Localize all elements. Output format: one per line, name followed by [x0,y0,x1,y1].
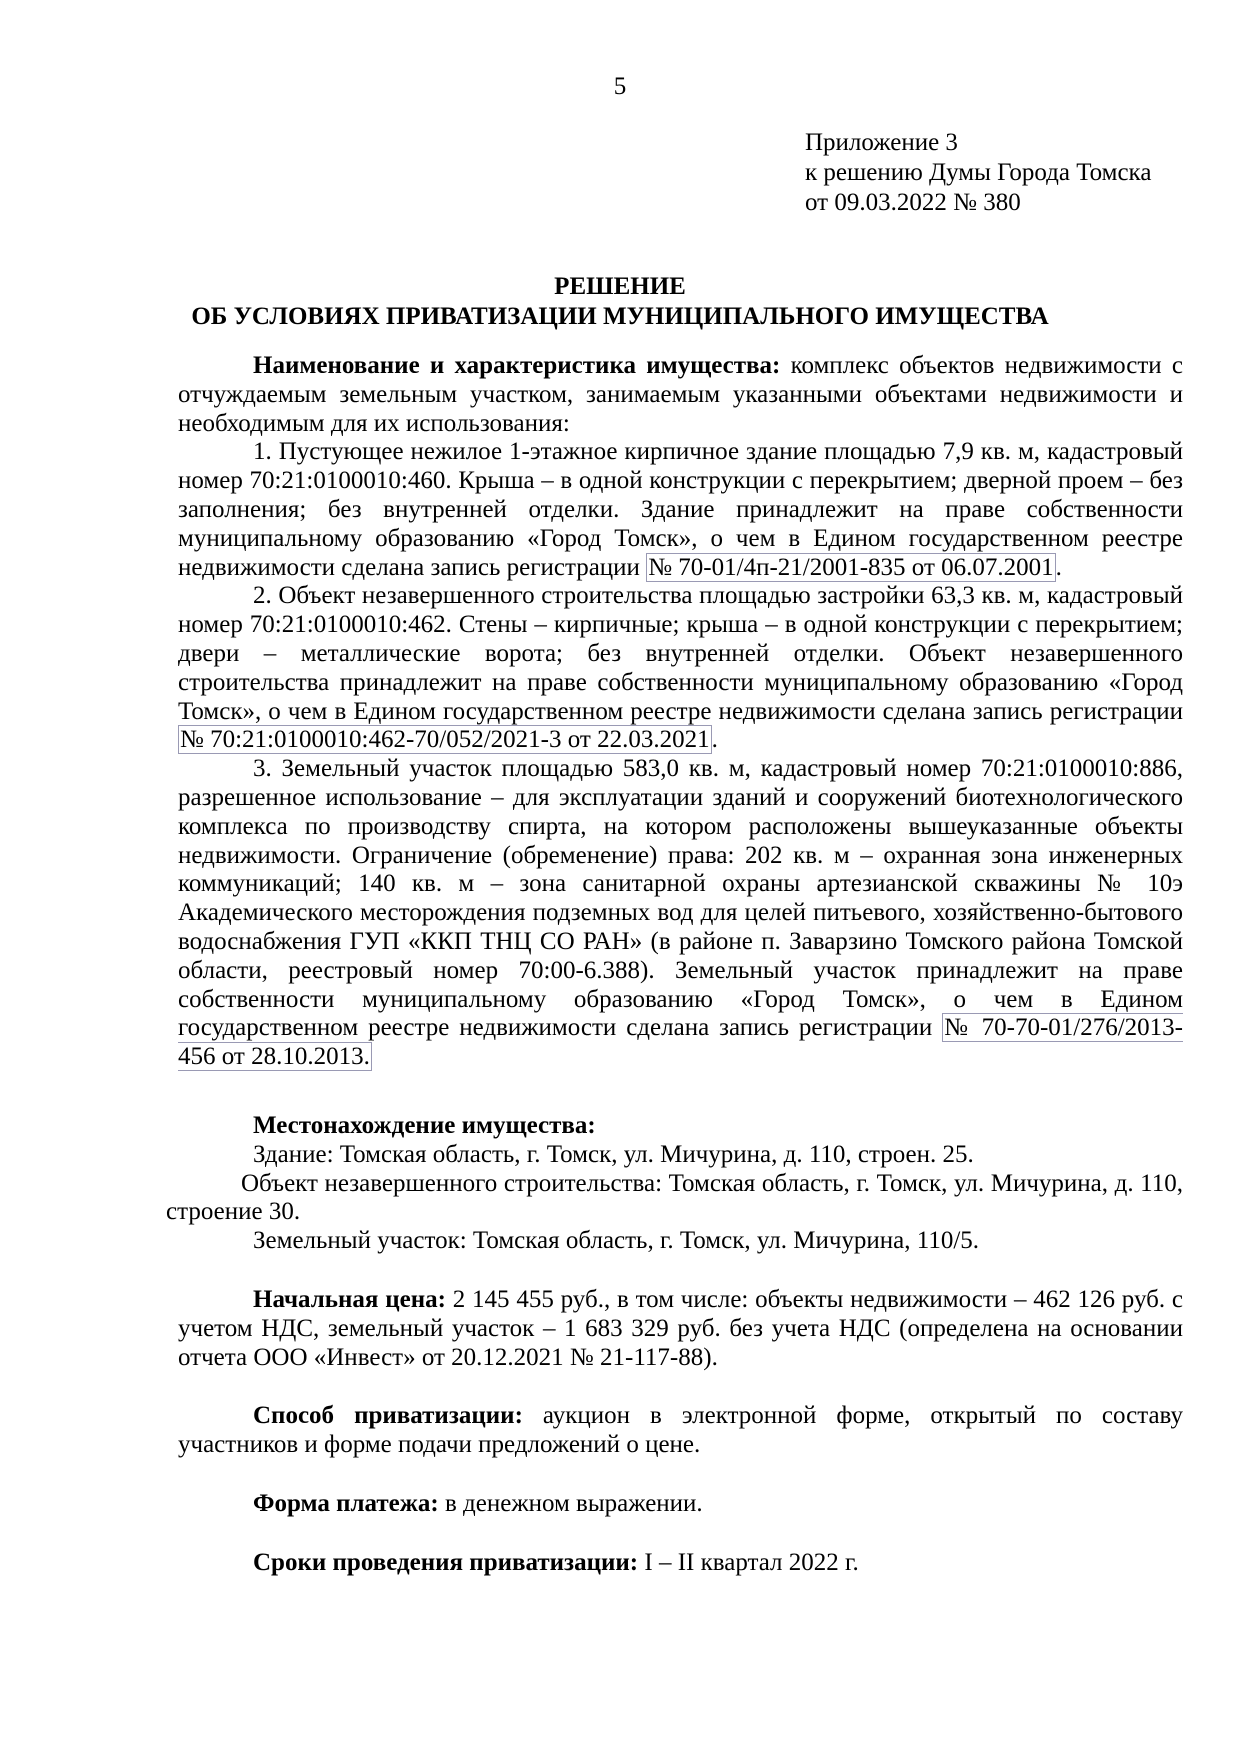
property-intro-paragraph [178,352,1183,438]
page-number: 5 [613,73,627,100]
spacer [178,1519,1183,1549]
item-1-registration-link[interactable]: № 70-01/4п-21/2001-835 от 06.07.2001 [648,553,1054,581]
terms-label: Сроки проведения приватизации: [253,1548,639,1576]
location-unfinished-text: Объект незавершенного строительства: Томская область, г. Томск, ул. Мичурина, д. 110, строение 30. [166,1169,1183,1226]
item-2-registration-link[interactable]: № 70:21:0100010:462-70/052/2021-3 от 22.03.2021 [180,726,710,754]
property-item-3 [178,755,1183,1072]
item-1-text: 1. Пустующее нежилое 1-этажное кирпичное здание площадью 7,9 кв. м, кадастровый номер 70:21:0100010:460. Крыша – в одной конструкции с перекрытием; дверной проем – без заполнения; без внутренней отделки. Здание принадлежит на праве собственности муниципальному образованию «Город Томск», о чем в Едином государственном реестре недвижимости сделана запись регистрации [178,438,1183,581]
location-heading [178,1112,1183,1141]
property-intro-text: комплекс объектов недвижимости с отчуждаемым земельным участком, занимаемым указанными объектами недвижимости и необходимым для их использования: [178,352,1183,437]
location-label: Местонахождение имущества: [253,1111,596,1139]
appendix-header [805,128,1151,218]
item-2-end: . [711,726,718,754]
method-text: аукцион в электронной форме, открытый по составу участников и форме подачи предложений о цене. [178,1402,1184,1459]
property-item-1 [178,438,1183,582]
price-label: Начальная цена: [253,1285,446,1313]
property-item-2 [178,582,1183,755]
spacer [178,1460,1183,1490]
spacer [178,1072,1183,1112]
location-land: Земельный участок: Томская область, г. Томск, ул. Мичурина, 110/5. [253,1227,980,1255]
payment-label: Форма платежа: [253,1489,439,1517]
method-paragraph [178,1402,1183,1460]
spacer [178,1256,1183,1286]
terms-text: I – II квартал 2022 г. [638,1548,859,1576]
method-label: Способ приватизации: [253,1402,523,1430]
payment-text: в денежном выражении. [438,1489,703,1517]
spacer [178,1372,1183,1402]
item-3-registration-link[interactable]: № 70-70-01/276/2013-456 от 28.10.2013. [178,1014,1183,1071]
document-title [0,272,1240,332]
price-text: 2 145 455 руб., в том числе: объекты недвижимости – 462 126 руб. с учетом НДС, земельный участок – 1 683 329 руб. без учета НДС (определена на основании отчета ООО «Инвест» от 20.12.2021 № 21-117-88). [178,1285,1184,1371]
location-unfinished [166,1170,1183,1228]
document-body [166,352,1184,1577]
appendix-line-3: от 09.03.2022 № 380 [805,189,1021,216]
location-building: Здание: Томская область, г. Томск, ул. Мичурина, д. 110, строен. 25. [253,1140,974,1168]
price-paragraph [178,1286,1183,1372]
terms-paragraph [178,1549,1183,1578]
payment-paragraph [178,1490,1183,1519]
title-line-2: ОБ УСЛОВИЯХ ПРИВАТИЗАЦИИ МУНИЦИПАЛЬНОГО ИМУЩЕСТВА [191,303,1049,330]
title-line-1: РЕШЕНИЕ [554,273,686,300]
appendix-line-2: к решению Думы Города Томска [805,159,1152,186]
appendix-line-1: Приложение 3 [805,129,958,156]
item-2-text: 2. Объект незавершенного строительства площадью застройки 63,3 кв. м, кадастровый номер 70:21:0100010:462. Стены – кирпичные; крыша – в одной конструкции с перекрытием; двери – металлические ворота; без внутренней отделки. Объект незавершенного строительства принадлежит на праве собственности муниципальному образованию «Город Томск», о чем в Едином государственном реестре недвижимости сделана запись регистрации [178,582,1183,725]
property-label: Наименование и характеристика имущества: [253,352,781,379]
item-1-end: . [1055,553,1062,581]
item-3-text: 3. Земельный участок площадью 583,0 кв. м, кадастровый номер 70:21:0100010:886, разрешенное использование – для эксплуатации зданий и сооружений биотехнологического комплекса по производству спирта, на котором расположены вышеуказанные объекты недвижимости. Ограничение (обременение) права: 202 кв. м – охранная зона инженерных коммуникаций; 140 кв. м – зона санитарной охраны артезианской скважины № 10э Академического месторождения подземных вод для целей питьевого, хозяйственно-бытового водоснабжения ГУП «ККП ТНЦ СО РАН» (в районе п. Заварзино Томского района Томской области, реестровый номер 70:00-6.388). Земельный участок принадлежит на праве собственности муниципальному образованию «Город Томск», о чем в Едином государственном реестре недвижимости сделана запись регистрации [178,755,1183,1042]
